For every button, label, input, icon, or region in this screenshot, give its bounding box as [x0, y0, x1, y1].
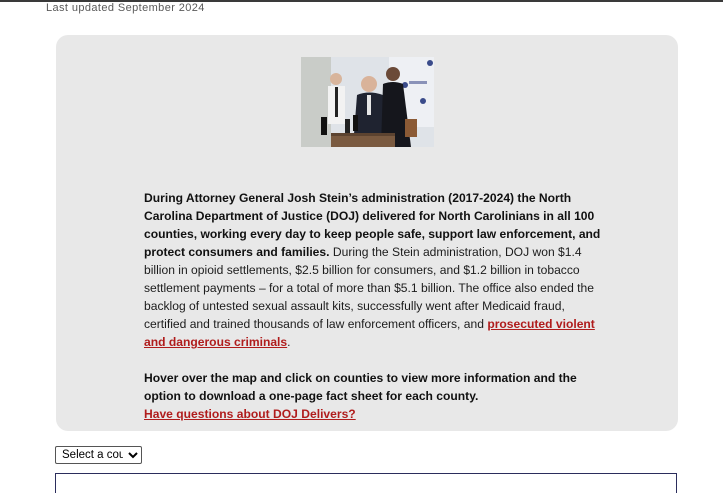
- county-select[interactable]: [55, 446, 142, 464]
- intro-bold-lead: During Attorney General Josh Stein’s administration (2017-2024) the North Carolina Department of Justice (DOJ) delivered for North Carolinians in all 100 counties, working every day to keep people safe, support law enforcement, and protect consumers and families.: [144, 191, 601, 259]
- press-conference-image: [301, 57, 434, 147]
- prosecuted-criminals-link[interactable]: prosecuted violent and dangerous criminals: [144, 317, 595, 349]
- intro-paragraph: [144, 189, 604, 351]
- questions-link[interactable]: Have questions about DOJ Delivers?: [144, 407, 356, 421]
- last-updated-text: Last updated September 2024: [46, 2, 205, 14]
- county-map-frame[interactable]: [55, 473, 677, 493]
- intro-card: [56, 35, 678, 431]
- intro-content: [144, 189, 604, 423]
- instructions-paragraph: [144, 369, 604, 423]
- press-conference-photo: [301, 57, 434, 147]
- intro-body-text: During the Stein administration, DOJ won $1.4 billion in opioid settlements, $2.5 billion for consumers, and $1.2 billion in tobacco settlement payments – for a total of more than $5.1 billion. The office also ended the backlog of untested sexual assault kits, successfully went after Medicaid fraud, certified and trained thousands of law enforcement officers, and: [144, 245, 594, 331]
- map-instructions-text: Hover over the map and click on counties to view more information and the option to download a one-page fact sheet for each county.: [144, 371, 577, 403]
- intro-trailing-period: .: [287, 335, 291, 349]
